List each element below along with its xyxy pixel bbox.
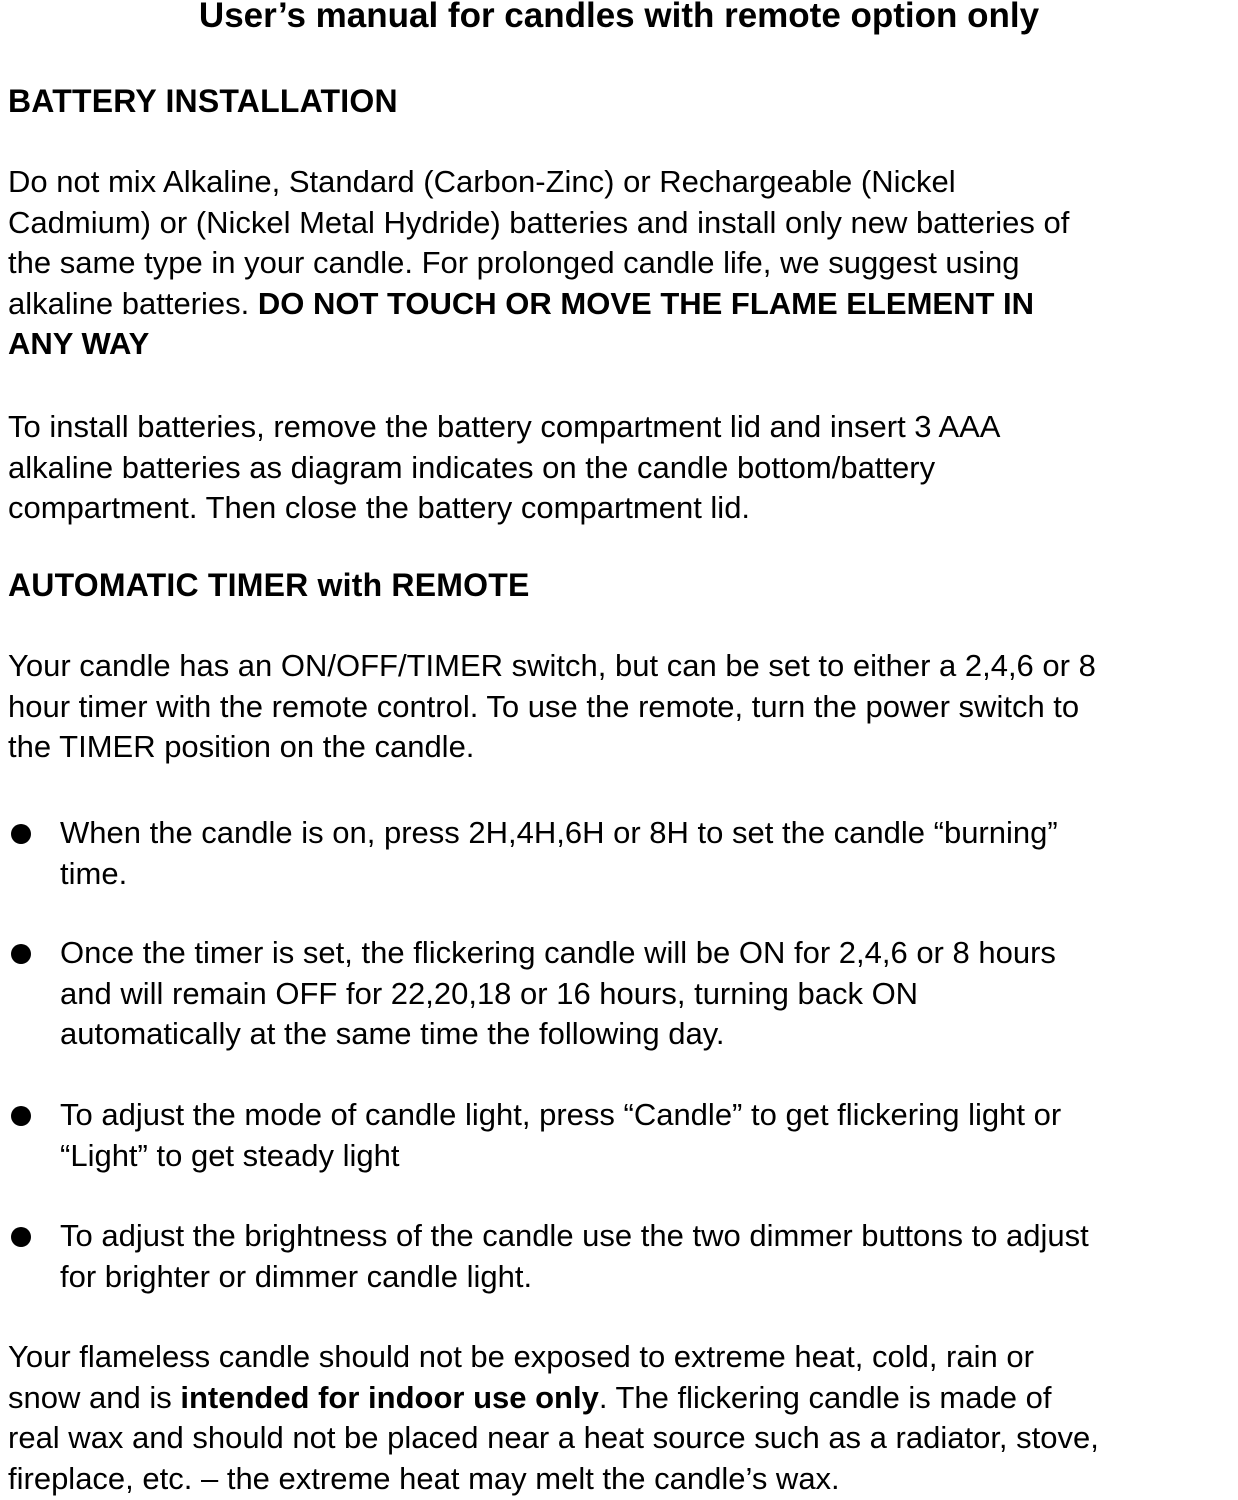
- list-item-text: [60, 933, 1236, 1055]
- paragraph-line: Cadmium) or (Nickel Metal Hydride) batteries and install only new batteries of: [8, 204, 1070, 240]
- paragraph-line: [8, 1378, 1234, 1419]
- bullet-dot-icon: [11, 824, 31, 844]
- list-item-text: [60, 1095, 1236, 1176]
- automatic-timer-heading: AUTOMATIC TIMER with REMOTE: [8, 567, 530, 603]
- paragraph-line: [8, 324, 1234, 365]
- list-item-line: Once the timer is set, the flickering candle will be ON for 2,4,6 or 8 hours: [60, 935, 1056, 970]
- paragraph-line: To install batteries, remove the battery compartment lid and insert 3 AAA: [8, 409, 1001, 444]
- list-item-line: and will remain OFF for 22,20,18 or 16 hours, turning back ON: [60, 975, 919, 1011]
- paragraph-text: alkaline batteries.: [8, 285, 258, 321]
- paragraph-text: . The flickering candle is made of: [598, 1379, 1052, 1415]
- paragraph-line: Do not mix Alkaline, Standard (Carbon-Zinc) or Rechargeable (Nickel: [8, 164, 956, 199]
- battery-install-paragraph: [8, 407, 1234, 529]
- flame-warning-bold: DO NOT TOUCH OR MOVE THE FLAME ELEMENT IN: [257, 285, 1035, 321]
- paragraph-line: fireplace, etc. – the extreme heat may melt the candle’s wax.: [8, 1460, 840, 1496]
- battery-mixing-paragraph: [8, 162, 1234, 365]
- list-item-line: time.: [60, 855, 128, 891]
- list-item-line: When the candle is on, press 2H,4H,6H or 8H to set the candle “burning”: [60, 815, 1058, 850]
- paragraph-line: Your flameless candle should not be exposed to extreme heat, cold, rain or: [8, 1339, 1034, 1374]
- paragraph-text: snow and is: [8, 1379, 181, 1415]
- paragraph-line: the same type in your candle. For prolonged candle life, we suggest using: [8, 245, 1020, 280]
- paragraph-line: alkaline batteries as diagram indicates on the candle bottom/battery: [8, 449, 936, 485]
- bullet-dot-icon: [11, 944, 31, 964]
- battery-installation-heading: BATTERY INSTALLATION: [8, 83, 398, 119]
- paragraph-line: [8, 284, 1234, 325]
- list-item-line: To adjust the mode of candle light, press “Candle” to get flickering light or: [60, 1097, 1062, 1132]
- bullet-dot-icon: [11, 1227, 31, 1247]
- list-item-line: “Light” to get steady light: [60, 1137, 400, 1173]
- list-item-line: automatically at the same time the following day.: [60, 1016, 725, 1051]
- page-title: User’s manual for candles with remote option only: [198, 0, 1040, 35]
- paragraph-line: compartment. Then close the battery compartment lid.: [8, 490, 751, 525]
- list-item-text: [60, 813, 1236, 894]
- indoor-use-warning-paragraph: [8, 1337, 1234, 1499]
- list-item-line: for brighter or dimmer candle light.: [60, 1258, 533, 1294]
- bullet-dot-icon: [11, 1106, 31, 1126]
- list-item-line: To adjust the brightness of the candle use the two dimmer buttons to adjust: [60, 1218, 1089, 1253]
- timer-intro-paragraph: [8, 646, 1234, 768]
- paragraph-line: the TIMER position on the candle.: [8, 729, 475, 764]
- list-item-text: [60, 1216, 1236, 1297]
- flame-warning-bold-continued: ANY WAY: [8, 326, 150, 361]
- paragraph-line: hour timer with the remote control. To use the remote, turn the power switch to: [8, 688, 1080, 724]
- paragraph-line: real wax and should not be placed near a heat source such as a radiator, stove,: [8, 1420, 1099, 1455]
- indoor-use-bold: intended for indoor use only: [180, 1379, 599, 1415]
- paragraph-line: Your candle has an ON/OFF/TIMER switch, but can be set to either a 2,4,6 or 8: [8, 648, 1096, 683]
